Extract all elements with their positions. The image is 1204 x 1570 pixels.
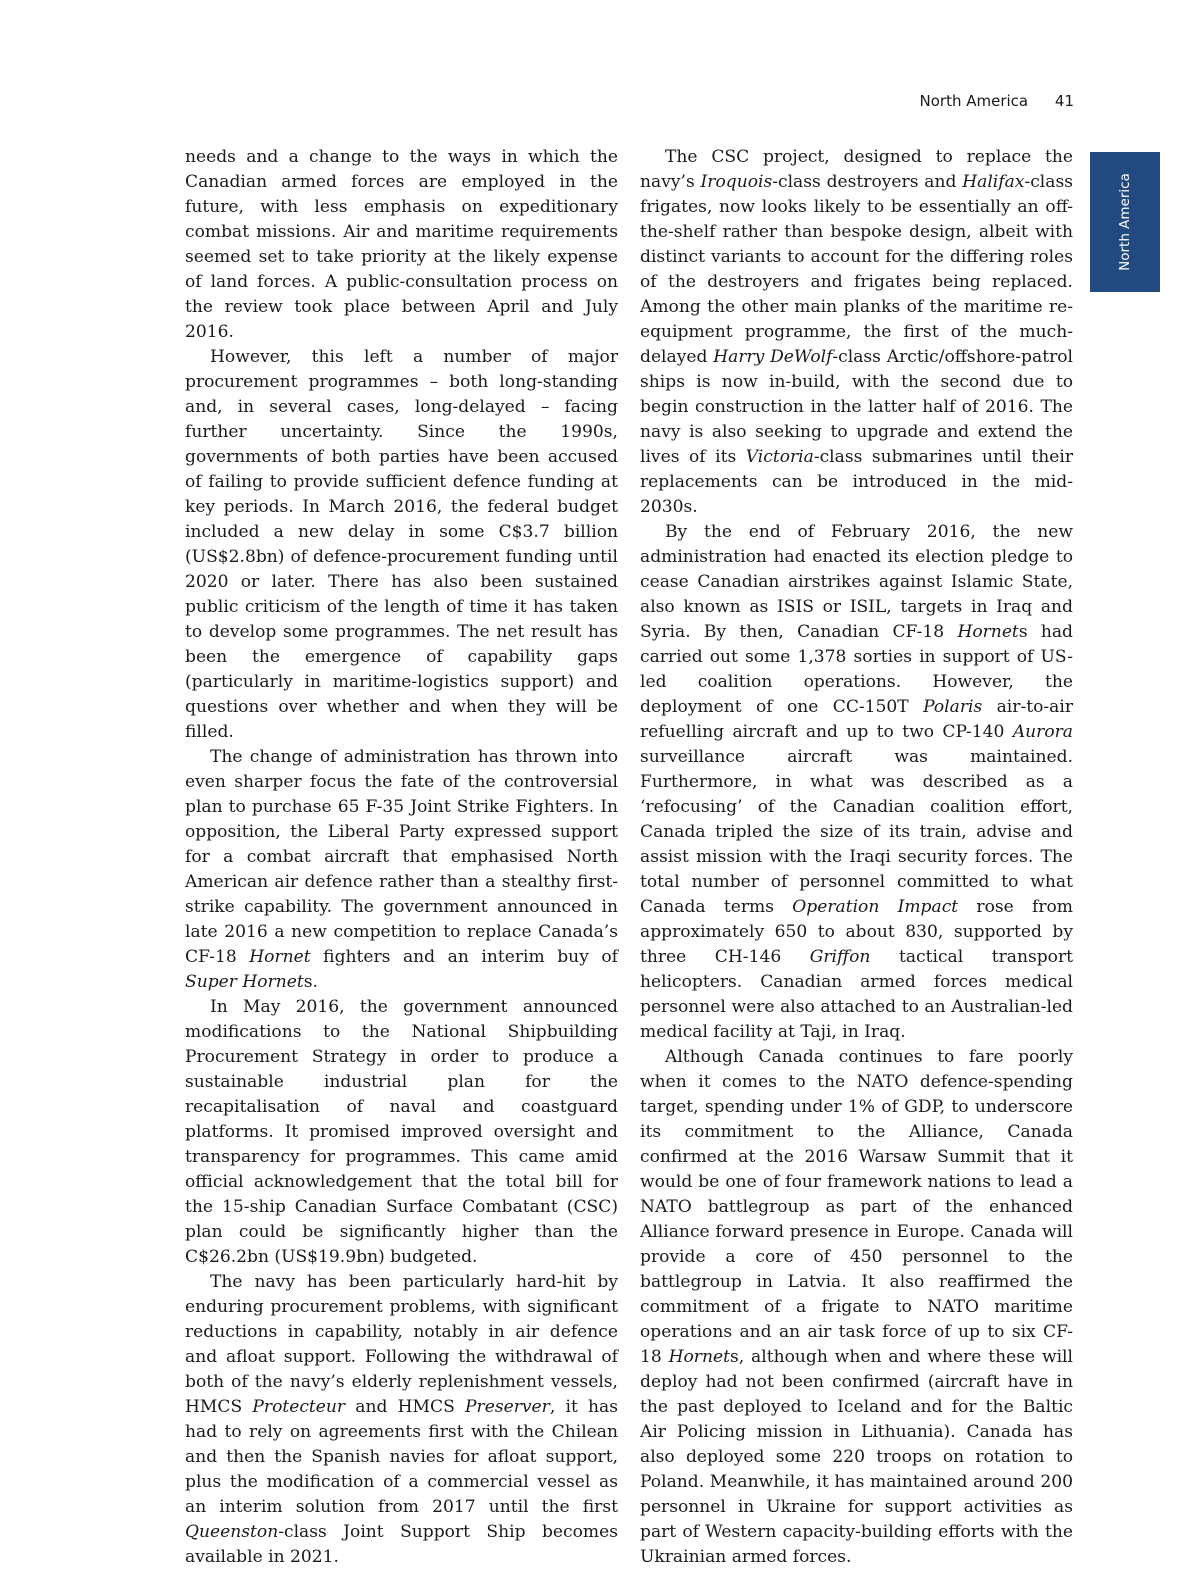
paragraph: needs and a change to the ways in which the Canadian armed forces are employed in the future, with less emphasis on expeditionary combat missions. Air and maritime requirements seemed set to take priority at the likely expense of land forces. A public-consultation process on the review took place between April and July 2016. — [185, 147, 618, 342]
right-column — [640, 145, 1073, 1570]
ship-class-name: Iroquois — [700, 172, 773, 192]
side-tab — [1090, 152, 1160, 292]
text-run: fighters and an interim buy of — [310, 947, 619, 967]
ship-class-name: Halifax — [962, 172, 1025, 192]
ship-name: Protecteur — [252, 1397, 346, 1417]
text-run: The CSC project, designed to replace the navy’s — [640, 147, 1073, 192]
text-run: s. — [303, 972, 318, 992]
aircraft-name: Griffon — [809, 947, 871, 967]
aircraft-name: Polaris — [923, 697, 983, 717]
text-run: s had carried out some 1,378 sorties in support of US-led coalition operations. However, the deployment of one CC-150T — [640, 622, 1073, 717]
page-number: 41 — [1054, 92, 1074, 110]
text-run: Although Canada continues to fare poorly when it comes to the NATO defence-spending target, spending under 1% of GDP, to underscore its commitment to the Alliance, Canada confirmed at the 2016 Warsaw Summit that it would be one of four framework nations to lead a NATO battlegroup as part of the enhanced Alliance forward presence in Europe. Canada will provide a core of 450 personnel to the battlegroup in Latvia. It also reaffirmed the commitment of a frigate to NATO maritime operations and an air task force of up to six CF-18 — [640, 1047, 1073, 1367]
text-run: tactical transport helicopters. Canadian armed forces medical personnel were also attached to an Australian-led medical facility at Taji, in Iraq. — [640, 947, 1073, 1042]
running-head — [920, 92, 1074, 110]
text-run: s, although when and where these will deploy had not been confirmed (aircraft have in the past deployed to Iceland and for the Baltic Air Policing mission in Lithuania). Canada has also deployed some 220 troops on rotation to Poland. Meanwhile, it has maintained around 200 personnel in Ukraine for support activities as part of Western capacity-building efforts with the Ukrainian armed forces. — [640, 1347, 1073, 1567]
ship-class-name: Harry DeWolf — [713, 347, 833, 367]
paragraph: In May 2016, the government announced modifications to the National Shipbuilding Procurement Strategy in order to produce a sustainable industrial plan for the recapitalisation of naval and coastguard platforms. It promised improved oversight and transparency for programmes. This came amid official acknowledgement that the total bill for the 15-ship Canadian Surface Combatant (CSC) plan could be significantly higher than the C$26.2bn (US$19.9bn) budgeted. — [185, 997, 618, 1267]
aircraft-name: Super Hornet — [185, 972, 304, 992]
text-run: -class Joint Support Ship becomes available in 2021. — [185, 1522, 618, 1567]
paragraph — [185, 1270, 618, 1570]
paragraph — [640, 145, 1073, 520]
text-run: rose from approximately 650 to about 830, supported by three CH-146 — [640, 897, 1074, 967]
text-run: air-to-air refuelling aircraft and up to two CP-140 — [640, 697, 1073, 742]
ship-class-name: Victoria — [745, 447, 814, 467]
paragraph — [640, 1045, 1073, 1570]
paragraph: However, this left a number of major procurement programmes – both long-standing and, in several cases, long-delayed – facing further uncertainty. Since the 1990s, governments of both parties have been accused of failing to provide sufficient defence funding at key periods. In March 2016, the federal budget included a new delay in some C$3.7 billion (US$2.8bn) of defence-procurement funding until 2020 or later. There has also been sustained public criticism of the length of time it has taken to develop some programmes. The net result has been the emergence of capability gaps (particularly in maritime-logistics support) and questions over whether and when they will be filled. — [185, 347, 618, 742]
paragraph — [640, 520, 1073, 1045]
aircraft-name: Aurora — [1012, 722, 1073, 742]
text-run: The navy has been particularly hard-hit by enduring procurement problems, with significant reductions in capability, notably in air defence and afloat support. Following the withdrawal of both of the navy’s elderly replenishment vessels, HMCS — [185, 1272, 618, 1417]
text-run: surveillance aircraft was maintained. Furthermore, in what was described as a ‘refocusing’ of the Canadian coalition effort, Canada tripled the size of its train, advise and assist mission with the Iraqi security forces. The total number of personnel committed to what Canada terms — [640, 747, 1073, 917]
ship-name: Preserver — [465, 1397, 550, 1417]
aircraft-name: Hornet — [957, 622, 1019, 642]
operation-name: Operation Impact — [792, 897, 959, 917]
paragraph — [185, 745, 618, 995]
left-column — [185, 145, 618, 1570]
aircraft-name: Hornet — [249, 947, 311, 967]
aircraft-name: Hornet — [668, 1347, 730, 1367]
text-run: By the end of February 2016, the new administration had enacted its election pledge to cease Canadian airstrikes against Islamic State, also known as ISIS or ISIL, targets in Iraq and Syria. By then, Canadian CF-18 — [640, 522, 1073, 642]
text-run: , it has had to rely on agreements first with the Chilean and then the Spanish navies for afloat support, plus the modification of a commercial vessel as an interim solution from 2017 until the first — [185, 1397, 618, 1517]
text-run: -class frigates, now looks likely to be essentially an off-the-shelf rather than bespoke design, albeit with distinct variants to account for the differing roles of the destroyers and frigates being replaced. Among the other main planks of the maritime re-equipment programme, the first of the much-delayed — [640, 172, 1073, 367]
text-run: -class Arctic/offshore-patrol ships is now in-build, with the second due to begin construction in the latter half of 2016. The navy is also seeking to upgrade and extend the lives of its — [640, 347, 1073, 467]
text-run: -class destroyers and — [772, 172, 963, 192]
ship-class-name: Queenston — [185, 1522, 279, 1542]
text-run: -class submarines until their replacements can be introduced in the mid-2030s. — [640, 447, 1073, 517]
text-run: The change of administration has thrown into even sharper focus the fate of the controversial plan to purchase 65 F-35 Joint Strike Fighters. In opposition, the Liberal Party expressed support for a combat aircraft that emphasised North American air defence rather than a stealthy first-strike capability. The government announced in late 2016 a new competition to replace Canada’s CF-18 — [185, 747, 618, 967]
text-run: and HMCS — [345, 1397, 466, 1417]
running-head-section: North America — [919, 92, 1029, 110]
side-tab-label: North America — [1117, 173, 1133, 271]
